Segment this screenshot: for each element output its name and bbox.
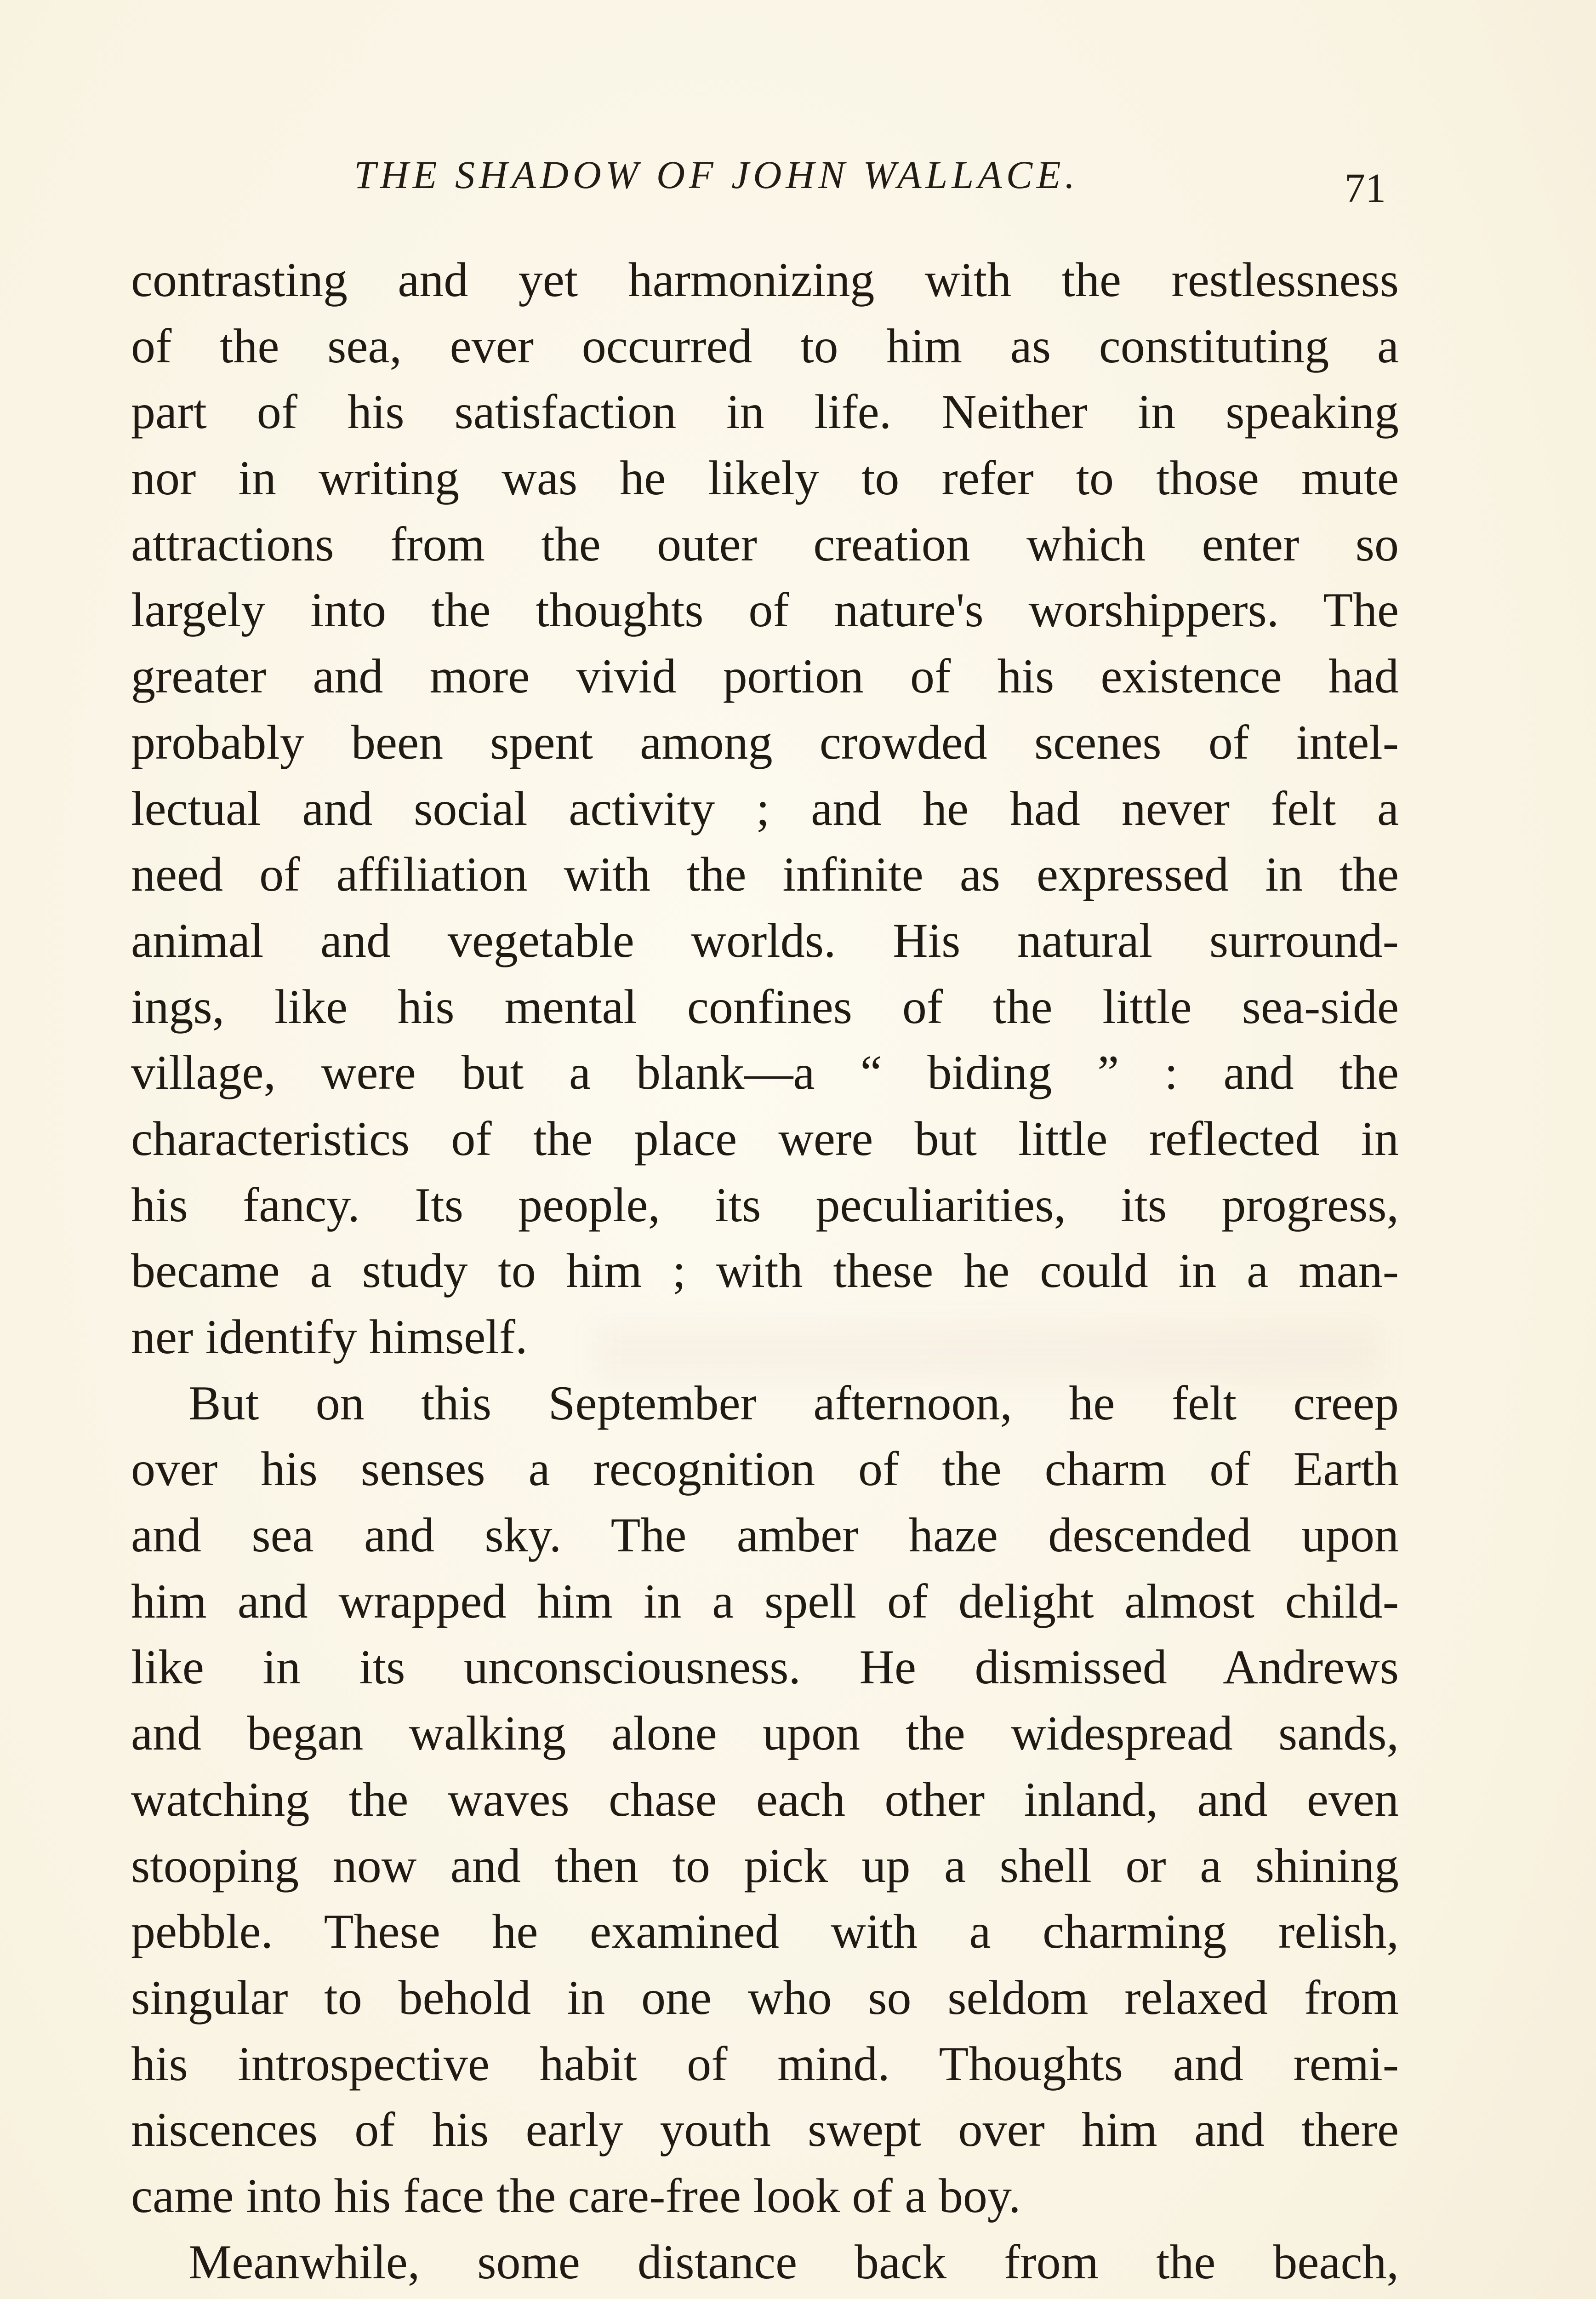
text-line: lectual and social activity ; and he had never felt a [131,781,1399,835]
text-line: probably been spent among crowded scenes of intel- [131,715,1399,769]
text-line: and began walking alone upon the widespread sands, [131,1706,1399,1761]
running-head: THE SHADOW OF JOHN WALLACE. [354,153,1079,197]
text-line: of the sea, ever occurred to him as constituting a [131,319,1399,373]
text-line: over his senses a recognition of the charm of Earth [131,1442,1399,1496]
text-line: singular to behold in one who so seldom relaxed from [131,1970,1399,2024]
text-line: largely into the thoughts of nature's worshippers. The [131,583,1399,637]
text-line: his fancy. Its people, its peculiarities, its progress, [131,1178,1399,1232]
text-line: contrasting and yet harmonizing with the restlessness [131,253,1399,307]
text-line: characteristics of the place were but little reflected in [131,1111,1399,1166]
text-line: need of affiliation with the infinite as expressed in the [131,847,1399,902]
text-line: became a study to him ; with these he could in a man- [131,1244,1399,1298]
text-line: niscences of his early youth swept over him and there [131,2103,1399,2157]
text-line: pebble. These he examined with a charming relish, [131,1904,1399,1959]
page-number: 71 [1345,166,1386,211]
paragraph-start-line: But on this September afternoon, he felt creep [188,1376,1399,1430]
text-line: animal and vegetable worlds. His natural surround- [131,913,1399,967]
text-line: watching the waves chase each other inland, and even [131,1772,1399,1826]
body-text [131,247,1399,2299]
text-line: part of his satisfaction in life. Neither in speaking [131,385,1399,439]
text-line: him and wrapped him in a spell of delight almost child- [131,1574,1399,1628]
text-line: ings, like his mental confines of the little sea-side [131,979,1399,1034]
paragraph-start-line: Meanwhile, some distance back from the beach, [188,2235,1399,2289]
text-line: stooping now and then to pick up a shell or a shining [131,1838,1399,1893]
text-line: ner identify himself. [131,1310,528,1364]
text-line: village, were but a blank—a “ biding ” : and the [131,1046,1399,1100]
text-line: greater and more vivid portion of his existence had [131,649,1399,703]
text-line: his introspective habit of mind. Thoughts and remi- [131,2036,1399,2091]
text-line [131,2295,1399,2299]
text-line: attractions from the outer creation which enter so [131,517,1399,571]
text-line: came into his face the care-free look of a boy. [131,2168,1021,2223]
text-line: and sea and sky. The amber haze descended upon [131,1508,1399,1562]
text-line: like in its unconsciousness. He dismissed Andrews [131,1640,1399,1694]
text-line: nor in writing was he likely to refer to those mute [131,451,1399,505]
